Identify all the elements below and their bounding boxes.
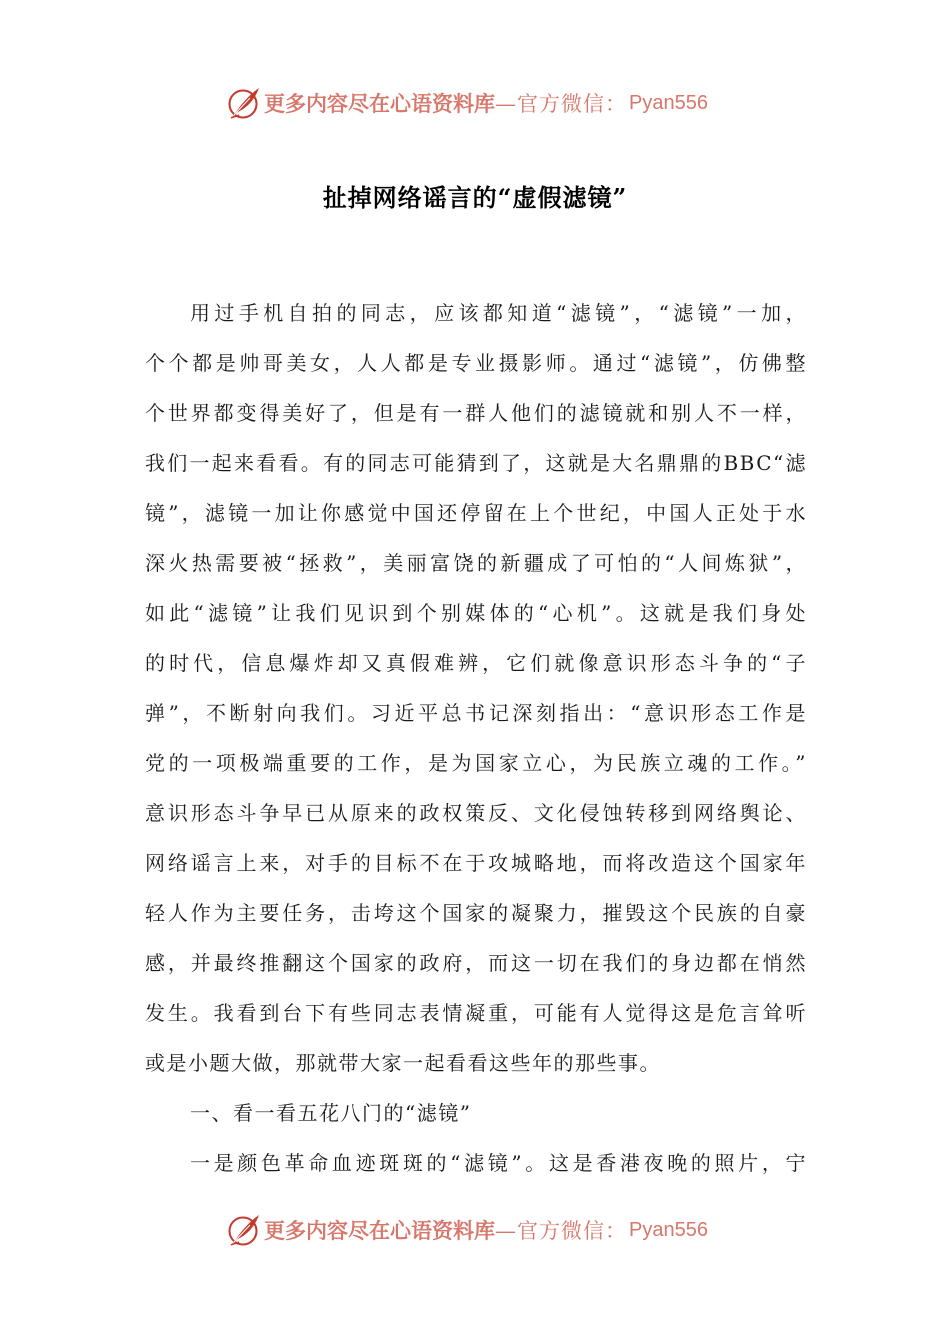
quill-logo-icon: [226, 1212, 262, 1248]
watermark-wechat-id: Pyan556: [629, 1218, 708, 1241]
footer-watermark: [226, 1211, 708, 1249]
body-line: 意识形态斗争早已从原来的政权策反、文化侵蚀转移到网络舆论、: [145, 801, 807, 825]
body-line: 弹”，不断射向我们。习近平总书记深刻指出：“意识形态工作是: [145, 701, 807, 725]
watermark-site-text: 更多内容尽在心语资料库: [264, 91, 495, 116]
body-line: 镜”，滤镜一加让你感觉中国还停留在上个世纪，中国人正处于水: [145, 501, 807, 525]
section-heading: [145, 1088, 807, 1138]
paragraph: [145, 1138, 807, 1188]
body-line: 轻人作为主要任务，击垮这个国家的凝聚力，摧毁这个民族的自豪: [145, 901, 807, 925]
body-line: 发生。我看到台下有些同志表情凝重，可能有人觉得这是危言耸听: [145, 1001, 807, 1025]
body-line: 的时代，信息爆炸却又真假难辨，它们就像意识形态斗争的“子: [145, 651, 807, 675]
body-line: 个世界都变得美好了，但是有一群人他们的滤镜就和别人不一样，: [145, 401, 807, 425]
body-line: 如此“滤镜”让我们见识到个别媒体的“心机”。这就是我们身处: [145, 601, 807, 625]
watermark-wechat-label: —官方微信：: [495, 92, 627, 116]
quill-logo-icon: [226, 85, 262, 121]
body-line: 深火热需要被“拯救”，美丽富饶的新疆成了可怕的“人间炼狱”，: [145, 551, 807, 575]
document-body: [145, 288, 807, 1188]
document-title: 扯掉网络谣言的“虚假滤镜”: [322, 183, 628, 212]
body-line: 一是颜色革命血迹斑斑的“滤镜”。这是香港夜晚的照片，宁: [190, 1151, 807, 1175]
body-line: 用过手机自拍的同志，应该都知道“滤镜”，“滤镜”一加，: [190, 301, 807, 325]
watermark-wechat-id: Pyan556: [629, 91, 708, 114]
body-line: 感，并最终推翻这个国家的政府，而这一切在我们的身边都在悄然: [145, 951, 807, 975]
watermark-site-text: 更多内容尽在心语资料库: [264, 1218, 495, 1243]
watermark-wechat-label: —官方微信：: [495, 1219, 627, 1243]
body-line: 网络谣言上来，对手的目标不在于攻城略地，而将改造这个国家年: [145, 851, 807, 875]
body-line: 我们一起来看看。有的同志可能猜到了，这就是大名鼎鼎的BBC“滤: [145, 451, 807, 475]
body-line: 党的一项极端重要的工作，是为国家立心，为民族立魂的工作。”: [145, 751, 807, 775]
body-line: 或是小题大做，那就带大家一起看看这些年的那些事。: [145, 1051, 661, 1075]
heading-line: 一、看一看五花八门的“滤镜”: [190, 1101, 472, 1125]
body-line: 个个都是帅哥美女，人人都是专业摄影师。通过“滤镜”，仿佛整: [145, 351, 807, 375]
paragraph: [145, 288, 807, 1088]
header-watermark: [226, 84, 708, 122]
